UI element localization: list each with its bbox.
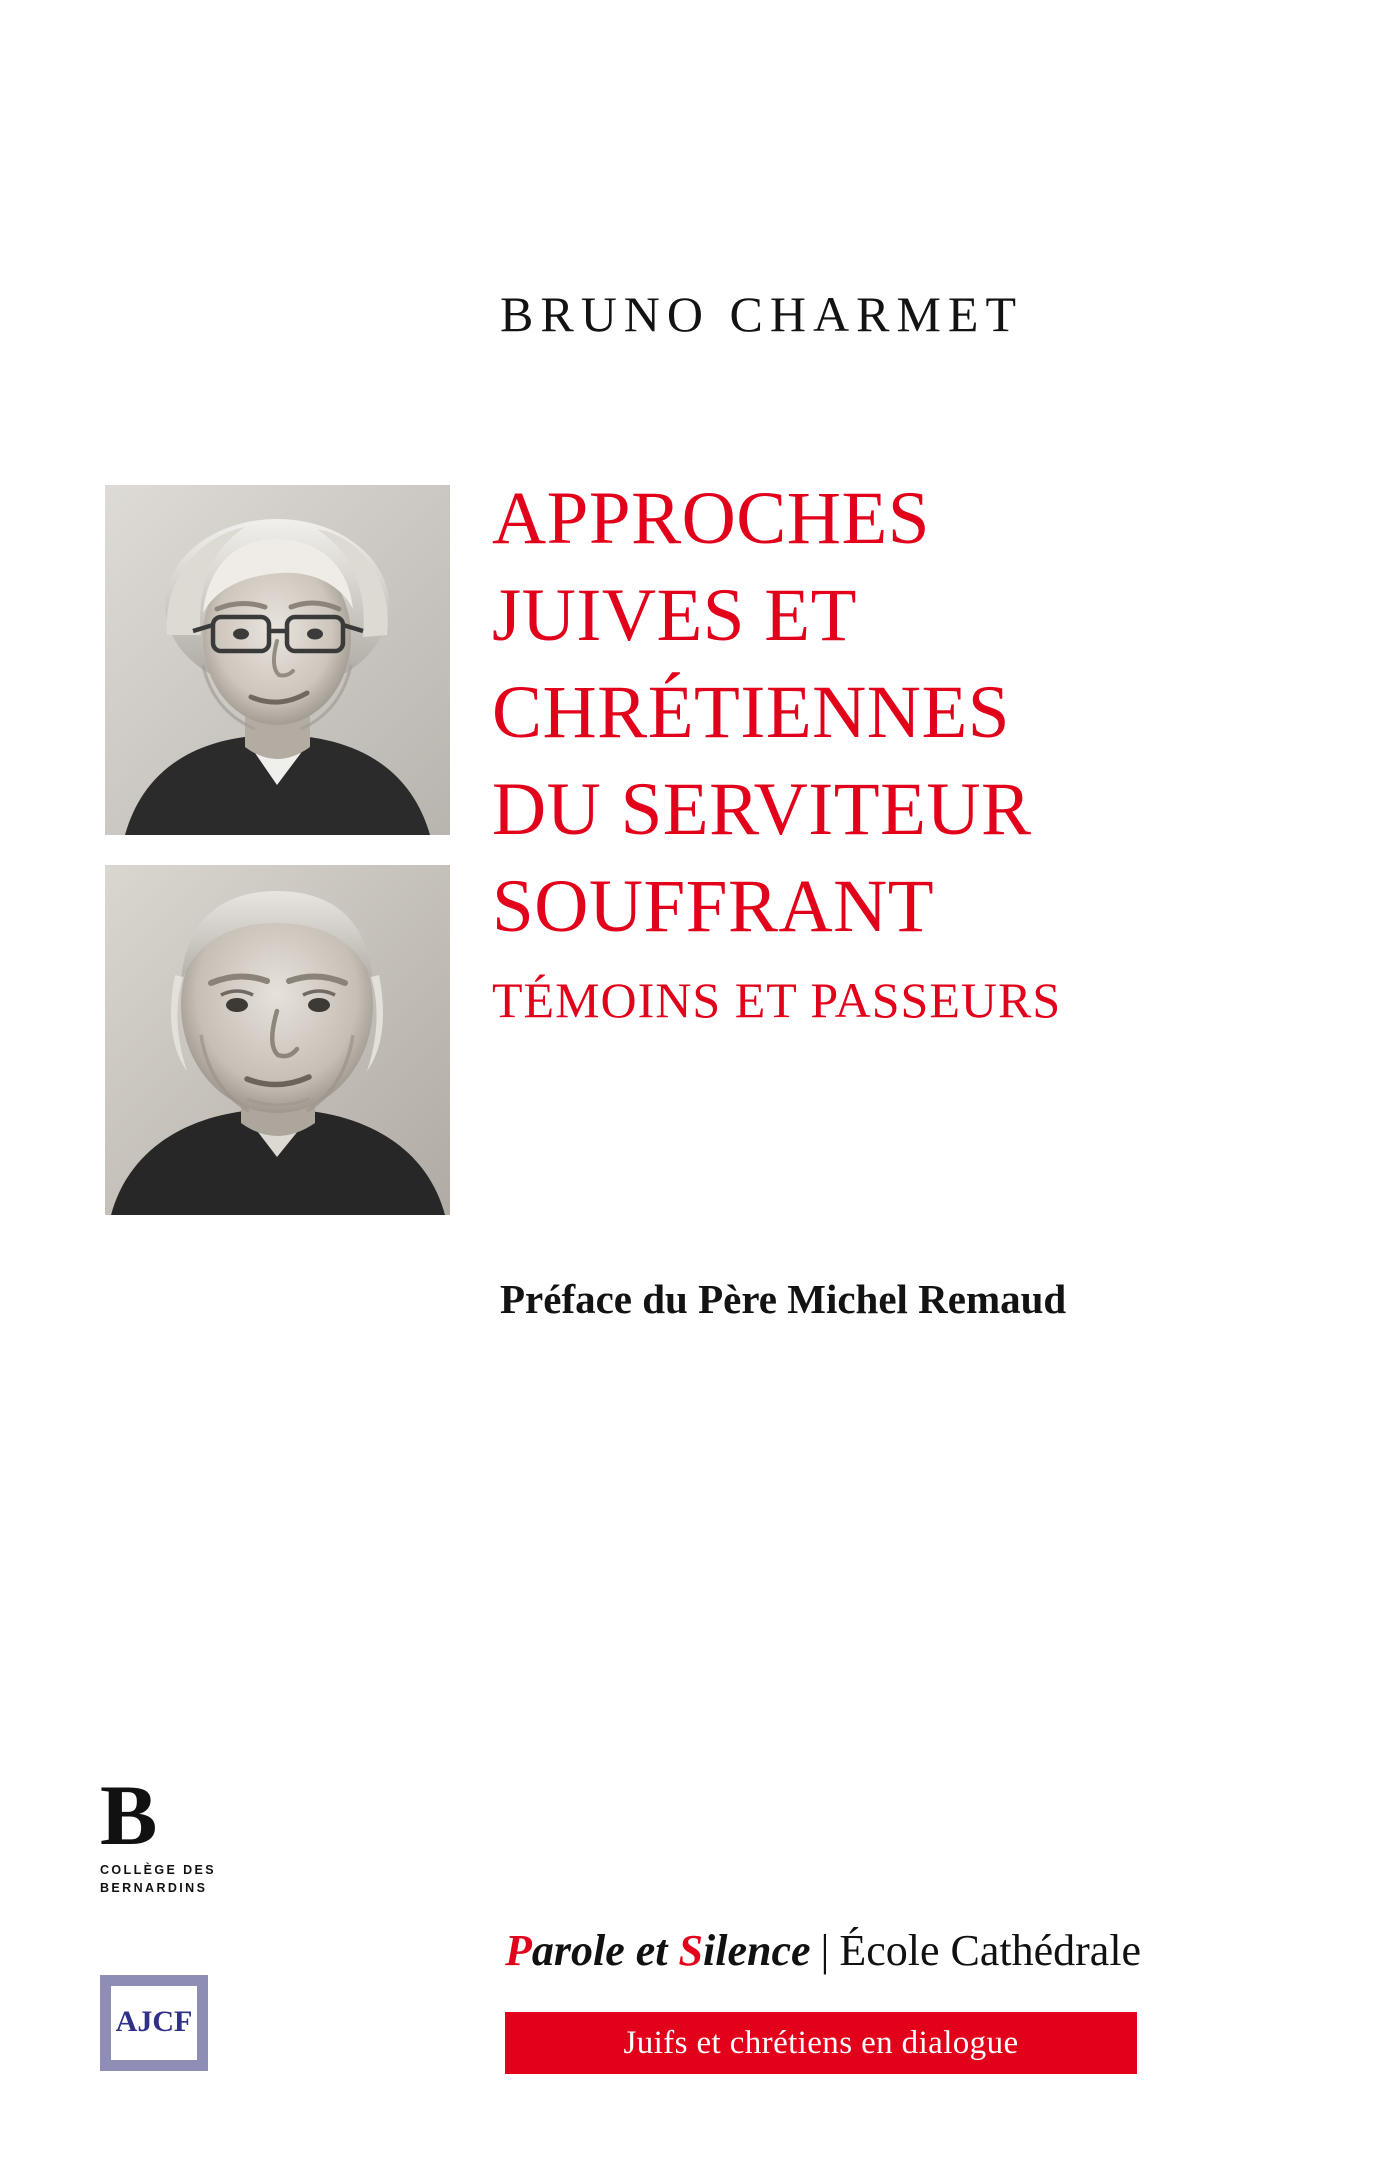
ajcf-logo-text: AJCF [115, 2005, 193, 2038]
portrait-photo-bottom [105, 865, 450, 1215]
ajcf-logo-inner [111, 1986, 197, 2060]
collection-label: Juifs et chrétiens en dialogue [623, 2024, 1019, 2061]
portrait-top-image [105, 485, 450, 835]
book-subtitle: TÉMOINS ET PASSEURS [492, 972, 1062, 1028]
publisher-name-arole-et: arole et [531, 1926, 679, 1975]
bernardins-logo-line2: BERNARDINS [100, 1881, 208, 1896]
author-name: BRUNO CHARMET [500, 286, 1023, 342]
bernardins-logo-line1: COLLÈGE DES [100, 1862, 216, 1877]
preface-credit: Préface du Père Michel Remaud [500, 1276, 1067, 1322]
publisher-name-ilence: ilence [703, 1926, 811, 1975]
title-line-3: CHRÉTIENNES [492, 671, 1010, 754]
title-line-4: DU SERVITEUR [492, 768, 1032, 851]
publisher-separator: | [820, 1926, 830, 1975]
ajcf-logo [100, 1975, 208, 2071]
title-line-5: SOUFFRANT [492, 865, 935, 948]
portrait-photo-top [105, 485, 450, 835]
publisher-name [505, 1926, 811, 1975]
collection-band [505, 2012, 1137, 2074]
portrait-bottom-image [105, 865, 450, 1215]
publisher-name-p: P [505, 1926, 532, 1975]
title-line-1: APPROCHES [492, 477, 930, 560]
title-line-2: JUIVES ET [492, 574, 857, 657]
publisher-line [505, 1925, 1141, 1976]
bernardins-b-mark: B [100, 1767, 156, 1863]
publisher-imprint: École Cathédrale [839, 1926, 1142, 1975]
college-des-bernardins-logo [100, 1767, 260, 1898]
book-title [492, 470, 1292, 1031]
publisher-name-s: S [678, 1926, 704, 1975]
